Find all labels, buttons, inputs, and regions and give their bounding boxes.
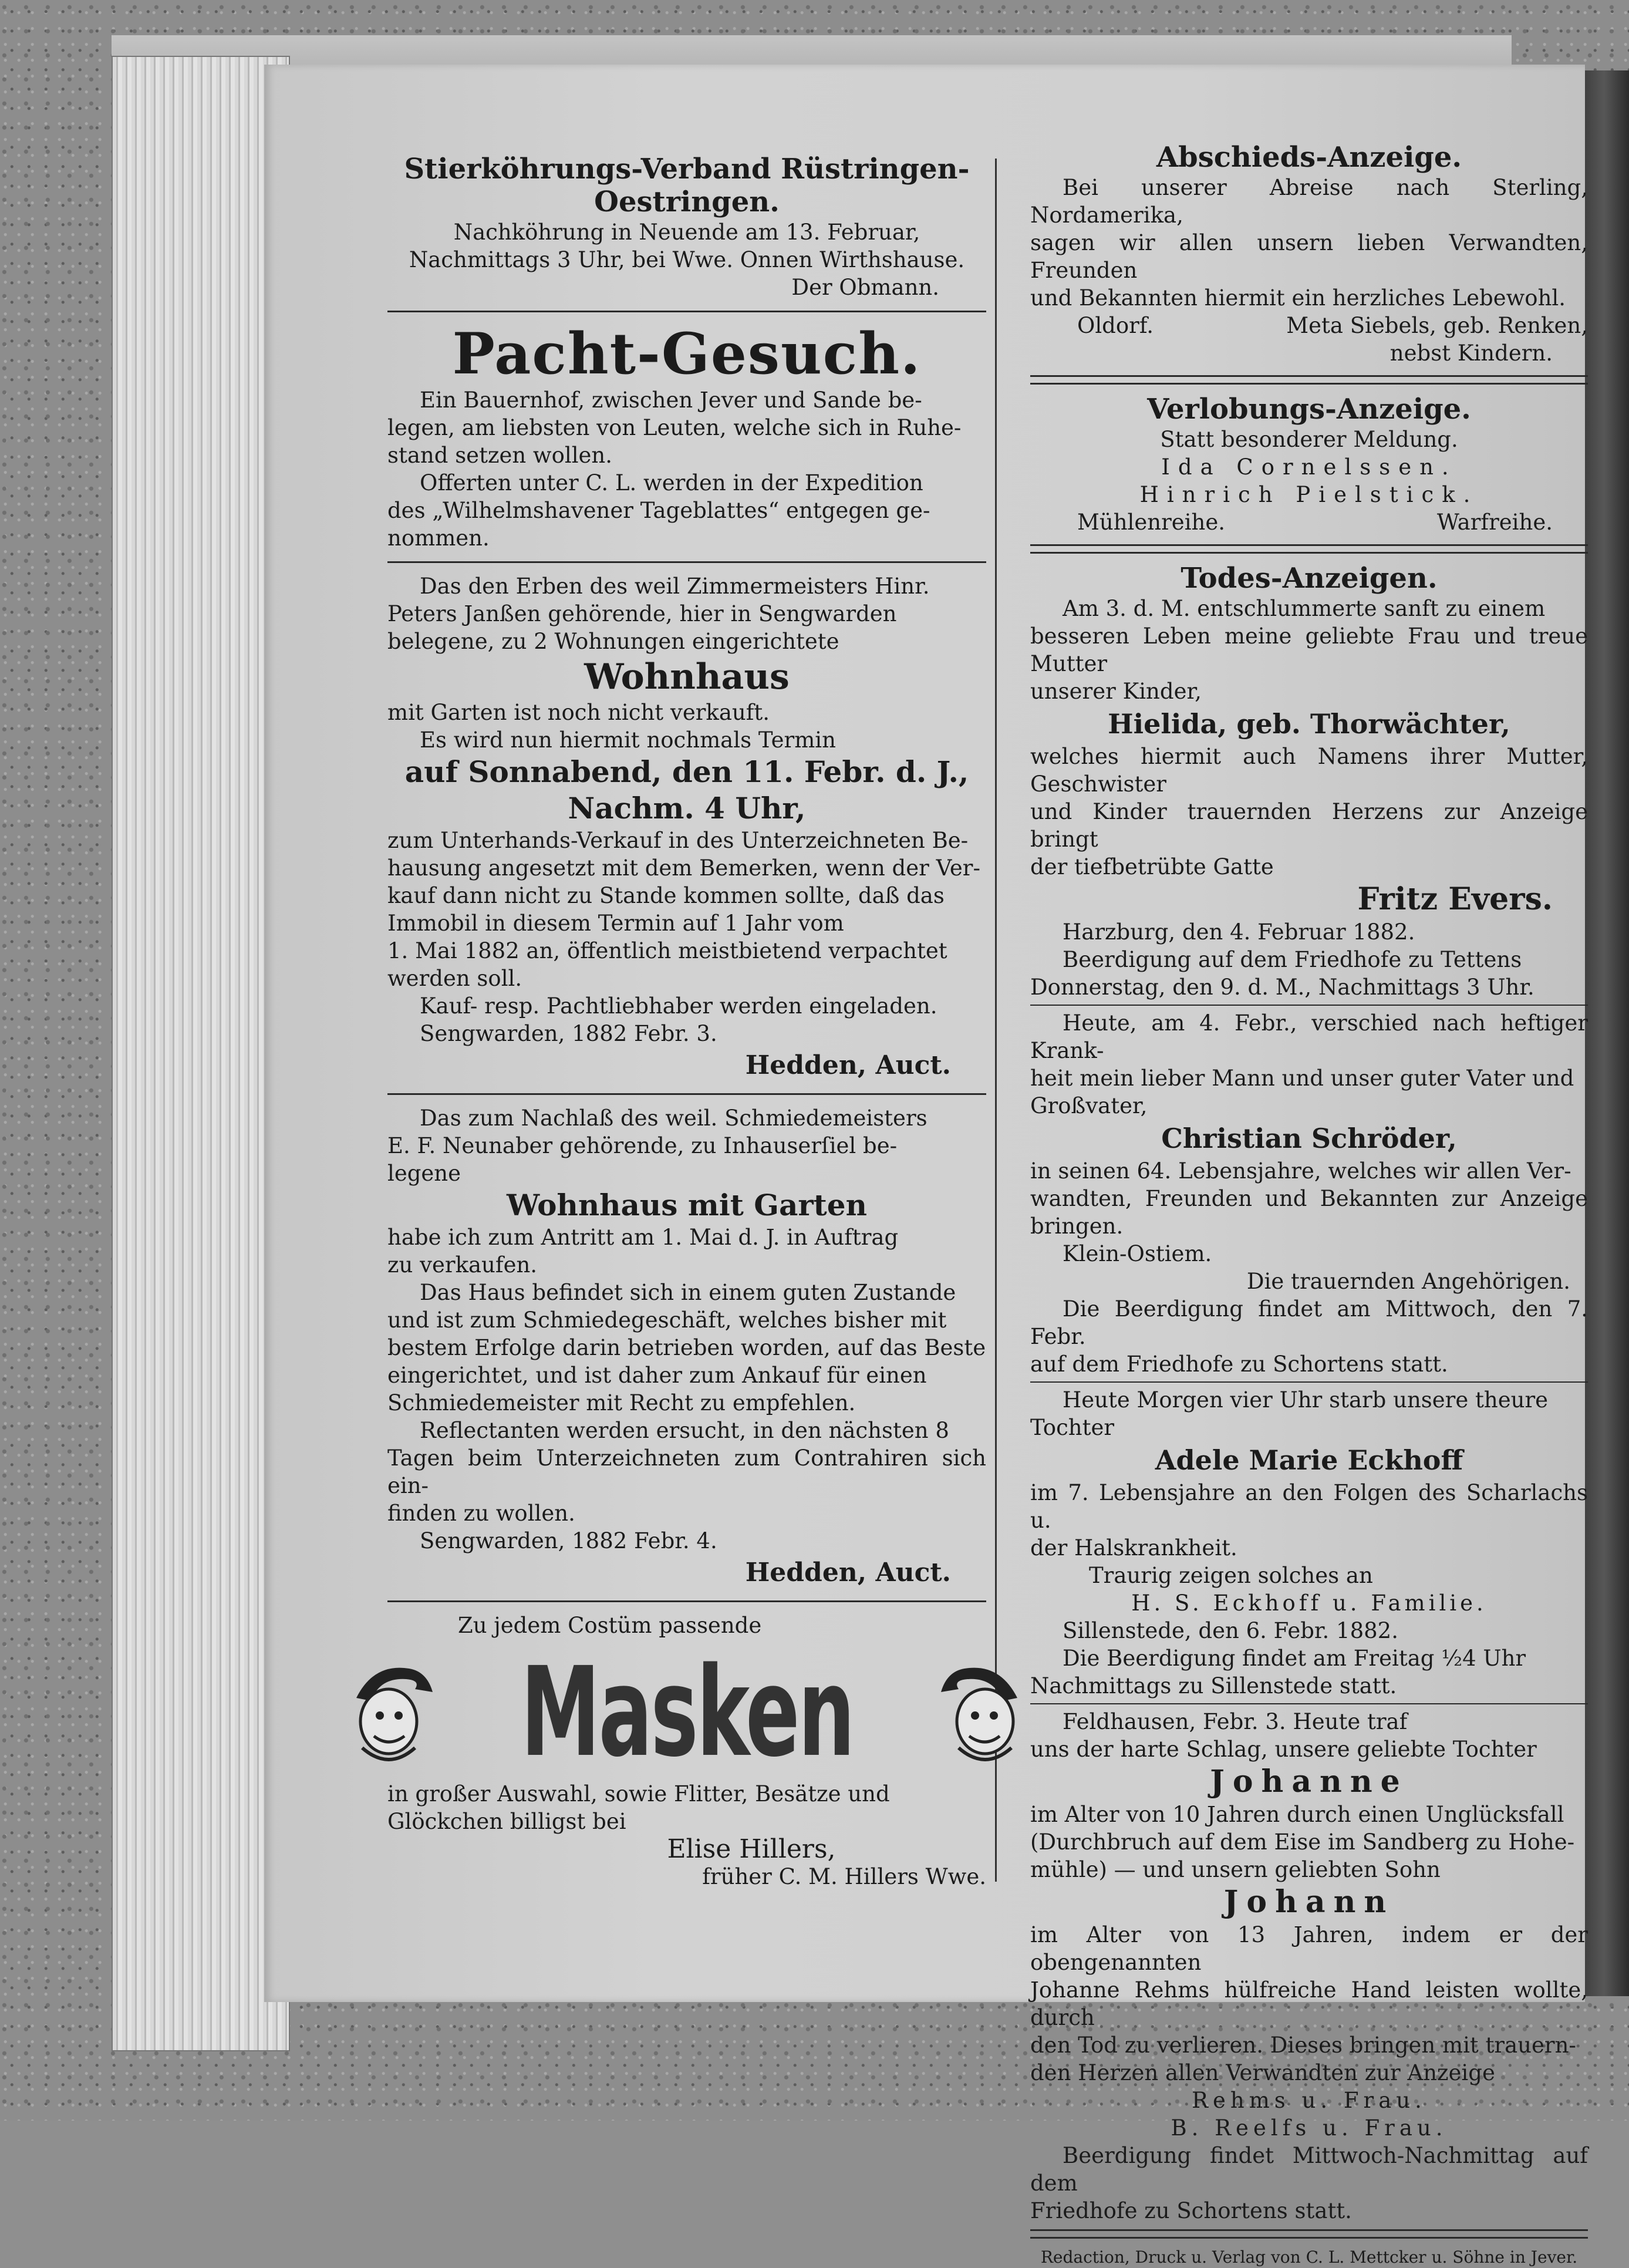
notice-text: Traurig zeigen solches an bbox=[1089, 1563, 1373, 1588]
page-edge-stack bbox=[112, 56, 290, 2051]
ad-text: legene bbox=[387, 1161, 461, 1186]
ad-text: Peters Janßen gehörende, hier in Sengwarden bbox=[387, 601, 897, 626]
notice-text: und Bekannten hiermit ein herzliches Lebewohl. bbox=[1030, 285, 1566, 311]
ad-text: Kauf- resp. Pachtliebhaber werden eingeladen. bbox=[420, 993, 937, 1019]
notice-text: Donnerstag, den 9. d. M., Nachmittags 3 Uhr. bbox=[1030, 975, 1534, 1000]
deceased-name: Hielida, geb. Thorwächter, bbox=[1108, 708, 1510, 740]
notice-text: und Kinder trauernden Herzens zur Anzeige bringt bbox=[1030, 799, 1588, 852]
notice-text: Die Beerdigung findet am Mittwoch, den 7. Febr. bbox=[1030, 1296, 1588, 1349]
separator-rule bbox=[387, 311, 986, 312]
separator-rule bbox=[387, 561, 986, 563]
imprint-footer: Redaction, Druck u. Verlag von C. L. Mettcker u. Söhne in Jever. bbox=[1040, 2247, 1578, 2267]
separator-rule bbox=[1030, 1381, 1588, 1383]
ad-text: in großer Auswahl, sowie Flitter, Besätze und bbox=[387, 1781, 890, 1807]
notice-text: Heute Morgen vier Uhr starb unsere theure bbox=[1063, 1387, 1549, 1413]
notice-sign-row bbox=[1030, 312, 1588, 339]
ad-text: Das den Erben des weil Zimmermeisters Hinr. bbox=[420, 574, 930, 599]
ad-text: kauf dann nicht zu Stande kommen sollte, daß das bbox=[387, 883, 945, 908]
separator-rule bbox=[1030, 1703, 1588, 1704]
separator-rule-double bbox=[1030, 544, 1588, 554]
notice-text: Nachmittags zu Sillenstede statt. bbox=[1030, 1673, 1397, 1699]
notice-title: Verlobungs-Anzeige. bbox=[1147, 393, 1471, 426]
ad-signature-name: Elise Hillers, bbox=[667, 1834, 836, 1864]
notice-place: Warfreihe. bbox=[1436, 510, 1553, 535]
separator-rule-double bbox=[1030, 2229, 1588, 2239]
notice-text: Beerdigung findet Mittwoch-Nachmittag auf dem bbox=[1030, 2143, 1588, 2196]
notice-text: auf dem Friedhofe zu Schortens statt. bbox=[1030, 1352, 1448, 1377]
ad-title: Wohnhaus mit Garten bbox=[507, 1188, 867, 1222]
ad-wohnhaus-sengwarden bbox=[387, 572, 986, 1084]
ad-masken bbox=[387, 1612, 986, 1890]
ad-text: Immobil in diesem Termin auf 1 Jahr vom bbox=[387, 911, 844, 936]
ad-text: belegene, zu 2 Wohnungen eingerichtete bbox=[387, 629, 839, 654]
ad-text: des „Wilhelmshavener Tageblattes“ entgegen ge- bbox=[387, 498, 930, 523]
ad-text: zum Unterhands-Verkauf in des Unterzeichneten Be- bbox=[387, 828, 969, 853]
notice-text: im Alter von 10 Jahren durch einen Unglücksfall bbox=[1030, 1802, 1564, 1827]
ad-wohnhaus-mit-garten bbox=[387, 1104, 986, 1591]
ad-text: Das zum Nachlaß des weil. Schmiedemeisters bbox=[420, 1106, 928, 1131]
notice-text: Großvater, bbox=[1030, 1093, 1148, 1118]
notice-text: der Halskrankheit. bbox=[1030, 1535, 1237, 1561]
notice-place-row bbox=[1030, 508, 1588, 536]
notice-text: Heute, am 4. Febr., verschied nach heftiger Krank- bbox=[1030, 1010, 1588, 1063]
ad-text: mit Garten ist noch nicht verkauft. bbox=[387, 700, 770, 725]
notice-text: uns der harte Schlag, unsere geliebte Tochter bbox=[1030, 1737, 1537, 1762]
notice-text: Johanne Rehms hülfreiche Hand leisten wollte, durch bbox=[1030, 1977, 1588, 2030]
notice-place-date: Harzburg, den 4. Februar 1882. bbox=[1063, 919, 1415, 945]
separator-rule-double bbox=[1030, 375, 1588, 385]
notice-text: in seinen 64. Lebensjahre, welches wir allen Ver- bbox=[1030, 1158, 1571, 1184]
notice-title: Abschieds-Anzeige. bbox=[1156, 141, 1462, 174]
ad-title: Stierköhrungs-Verband Rüstringen- bbox=[404, 153, 970, 186]
left-column bbox=[387, 94, 986, 1890]
notice-text: Tochter bbox=[1030, 1415, 1115, 1440]
notice-signer: Meta Siebels, geb. Renken, bbox=[1286, 313, 1588, 338]
notice-text: Die Beerdigung findet am Freitag ½4 Uhr bbox=[1063, 1646, 1526, 1671]
separator-rule bbox=[1030, 1005, 1588, 1006]
ad-signature: Der Obmann. bbox=[791, 275, 939, 300]
notice-signer: Die trauernden Angehörigen. bbox=[1246, 1269, 1570, 1294]
ad-text: nommen. bbox=[387, 525, 490, 551]
ad-title: Wohnhaus bbox=[584, 656, 790, 697]
ad-text: Glöckchen billigst bei bbox=[387, 1809, 626, 1834]
ad-text: Ein Bauernhof, zwischen Jever und Sande be- bbox=[420, 387, 922, 413]
notice-text: heit mein lieber Mann und unser guter Vater und bbox=[1030, 1066, 1574, 1091]
ad-text: Es wird nun hiermit nochmals Termin bbox=[420, 727, 836, 753]
ad-text: Reflectanten werden ersucht, in den nächsten 8 bbox=[420, 1418, 949, 1443]
notice-place: Mühlenreihe. bbox=[1077, 510, 1226, 535]
ad-text: habe ich zum Antritt am 1. Mai d. J. in Auftrag bbox=[387, 1225, 899, 1250]
separator-rule bbox=[387, 1093, 986, 1095]
notice-signer: Rehms u. Frau. bbox=[1192, 2088, 1426, 2113]
notice-place: Klein-Ostiem. bbox=[1063, 1241, 1212, 1266]
ad-text: und ist zum Schmiedegeschäft, welches bisher mit bbox=[387, 1307, 947, 1333]
ad-text: E. F. Neunaber gehörende, zu Inhauserſiel be- bbox=[387, 1133, 898, 1158]
deceased-name: Christian Schröder, bbox=[1161, 1123, 1457, 1154]
ad-text: Nachköhrung in Neuende am 13. Februar, bbox=[453, 220, 920, 245]
ad-signature-former: früher C. M. Hillers Wwe. bbox=[702, 1864, 986, 1889]
column-divider bbox=[995, 159, 997, 1882]
notice-text: Bei unserer Abreise nach Sterling, Nordamerika, bbox=[1030, 175, 1588, 228]
ad-pacht-gesuch bbox=[387, 322, 986, 552]
notice-text: Friedhofe zu Schortens statt. bbox=[1030, 2198, 1352, 2223]
notice-deaths bbox=[1030, 562, 1588, 2225]
notice-text: (Durchbruch auf dem Eise im Sandberg zu Hohe- bbox=[1030, 1829, 1575, 1855]
ad-place-date: Sengwarden, 1882 Febr. 3. bbox=[420, 1021, 717, 1046]
ad-text: bestem Erfolge darin betrieben worden, auf das Beste bbox=[387, 1335, 986, 1360]
notice-engagement bbox=[1030, 393, 1588, 536]
ad-text: hausung angesetzt mit dem Bemerken, wenn der Ver- bbox=[387, 855, 980, 881]
ad-intro: Zu jedem Costüm passende bbox=[458, 1613, 762, 1638]
notice-text: nebst Kindern. bbox=[1389, 341, 1553, 366]
notice-signer: H. S. Eckhoff u. Familie. bbox=[1131, 1590, 1487, 1616]
notice-text: welches hiermit auch Namens ihrer Mutter, Geschwister bbox=[1030, 744, 1588, 797]
notice-text: mühle) — und unsern geliebten Sohn bbox=[1030, 1857, 1441, 1882]
notice-text: Statt besonderer Meldung. bbox=[1160, 427, 1458, 452]
ad-signature: Hedden, Auct. bbox=[745, 1558, 951, 1588]
notice-name: Hinrich Pielstick. bbox=[1139, 482, 1479, 507]
ad-title: Pacht-Gesuch. bbox=[452, 321, 922, 387]
notice-text: den Herzen allen Verwandten zur Anzeige bbox=[1030, 2060, 1495, 2085]
ad-text: Nachmittags 3 Uhr, bei Wwe. Onnen Wirthshause. bbox=[409, 247, 965, 272]
notice-place-date: Sillenstede, den 6. Febr. 1882. bbox=[1063, 1618, 1398, 1643]
notice-text: Feldhausen, Febr. 3. Heute traf bbox=[1063, 1709, 1408, 1734]
notice-farewell bbox=[1030, 141, 1588, 367]
notice-signer: B. Reelfs u. Frau. bbox=[1171, 2115, 1448, 2141]
ad-text: stand setzen wollen. bbox=[387, 443, 613, 468]
notice-text: Beerdigung auf dem Friedhofe zu Tettens bbox=[1063, 947, 1522, 972]
notice-text: den Tod zu verlieren. Dieses bringen mit trauern- bbox=[1030, 2033, 1576, 2058]
deceased-name: Johanne bbox=[1210, 1764, 1408, 1799]
ad-text: 1. Mai 1882 an, öffentlich meistbietend verpachtet bbox=[387, 938, 947, 963]
ad-text: werden soll. bbox=[387, 966, 522, 991]
ad-text: Offerten unter C. L. werden in der Expedition bbox=[420, 470, 923, 496]
jester-mask-icon bbox=[935, 1657, 1035, 1768]
ad-date: auf Sonnabend, den 11. Febr. d. J., bbox=[404, 754, 969, 789]
notice-name: Ida Cornelssen. bbox=[1161, 454, 1457, 480]
ad-text: eingerichtet, und ist daher zum Ankauf für einen bbox=[387, 1363, 927, 1388]
separator-rule bbox=[387, 1600, 986, 1602]
ad-text: Das Haus befindet sich in einem guten Zustande bbox=[420, 1280, 956, 1305]
notice-text: Am 3. d. M. entschlummerte sanft zu einem bbox=[1063, 596, 1546, 621]
notice-text: der tiefbetrübte Gatte bbox=[1030, 854, 1274, 879]
jester-mask-icon bbox=[339, 1657, 439, 1768]
ad-time: Nachm. 4 Uhr, bbox=[568, 791, 806, 825]
ad-signature: Hedden, Auct. bbox=[745, 1050, 951, 1080]
notice-signer: Fritz Evers. bbox=[1357, 881, 1553, 917]
notice-text: unserer Kinder, bbox=[1030, 679, 1202, 704]
notice-text: sagen wir allen unsern lieben Verwandten, Freunden bbox=[1030, 230, 1588, 283]
masken-title: Masken bbox=[520, 1640, 854, 1784]
notice-place: Oldorf. bbox=[1077, 313, 1154, 338]
ad-text: finden zu wollen. bbox=[387, 1501, 575, 1526]
notice-text: im 7. Lebensjahre an den Folgen des Scharlachs u. bbox=[1030, 1480, 1588, 1533]
ad-stierkoehrung bbox=[387, 153, 986, 301]
ad-text: Tagen beim Unterzeichneten zum Contrahiren sich ein- bbox=[387, 1445, 986, 1498]
ad-title-line2: Oestringen. bbox=[594, 186, 780, 218]
ad-text: zu verkaufen. bbox=[387, 1252, 538, 1278]
ad-text: Schmiedemeister mit Recht zu empfehlen. bbox=[387, 1390, 856, 1416]
masken-banner bbox=[387, 1640, 986, 1784]
deceased-name: Johann bbox=[1223, 1884, 1395, 1920]
notice-text: wandten, Freunden und Bekannten zur Anzeige bringen. bbox=[1030, 1186, 1588, 1239]
notice-text: besseren Leben meine geliebte Frau und treue Mutter bbox=[1030, 624, 1588, 676]
right-column bbox=[1030, 94, 1588, 2268]
ad-text: legen, am liebsten von Leuten, welche sich in Ruhe- bbox=[387, 415, 962, 440]
notice-text: im Alter von 13 Jahren, indem er der obengenannten bbox=[1030, 1922, 1588, 1975]
notice-title: Todes-Anzeigen. bbox=[1181, 562, 1438, 595]
ad-place-date: Sengwarden, 1882 Febr. 4. bbox=[420, 1528, 717, 1553]
deceased-name: Adele Marie Eckhoff bbox=[1155, 1444, 1463, 1476]
